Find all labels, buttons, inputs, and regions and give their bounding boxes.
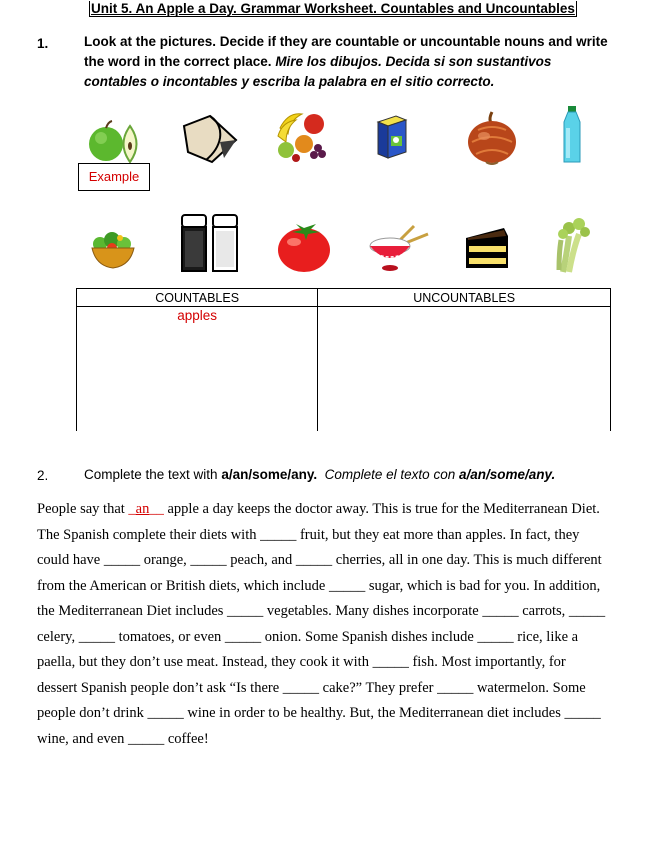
fill-in-paragraph (37, 497, 607, 752)
countables-header: COUNTABLES (77, 289, 318, 307)
exercise2-number: 2. (37, 468, 49, 483)
paragraph-start: People say that (37, 501, 129, 517)
page-title: Unit 5. An Apple a Day. Grammar Worksheet. Countables and Uncountables (91, 1, 575, 16)
salad-bowl-icon (90, 230, 136, 270)
onion-icon (464, 110, 520, 166)
celery-icon (555, 216, 595, 274)
tomato-icon (276, 220, 332, 274)
instr2-words: a/an/some/any. (221, 467, 318, 482)
example-blank-an[interactable]: _an__ (128, 501, 164, 517)
milk-carton-icon (374, 112, 408, 160)
countables-cell[interactable] (77, 307, 318, 432)
example-answer-apples: apples (177, 308, 218, 323)
instr2-pre: Complete the text with (84, 467, 222, 482)
example-label: Example (78, 163, 150, 191)
exercise1-number: 1. (37, 36, 49, 51)
paragraph-rest: apple a day keeps the doctor away. This is true for the Mediterranean Diet. The Spanish complete their diets with _____ fruit, but they eat more than apples. In fact, they could have _____ orange, _____ peach, and _____ cherries, all in one day. This is much different from the American or British diets, which include _____ sugar, which is bad for you. In addition, the Mediterranean Diet includes _____ vegetables. Many dishes incorporate _____ carrots, _____ celery, _____ tomatoes, or even _____ onion. Some Spanish dishes include _____ rice, like a paella, but they don’t use meat. Instead, they cook it with _____ fish. Most importantly, for dessert Spanish people don’t ask “Is there _____ cake?” They prefer _____ watermelon. Some people don’t drink _____ wine in order to be healthy. But, the Mediterranean diet includes _____ wine, and even _____ coffee! (37, 501, 606, 747)
water-bottle-icon (560, 106, 584, 166)
fruit-icon (274, 108, 330, 164)
instruction-spanish: Mire los dibujos. Decida si son sustantivos contables o incontables y escriba la palabra en el sitio correcto. (84, 54, 552, 89)
uncountables-cell[interactable] (318, 307, 611, 432)
apple-icon (86, 120, 146, 164)
instr2-es-pre: Complete el texto con (324, 467, 459, 482)
countables-table (76, 288, 611, 431)
exercise2-instructions (84, 467, 555, 482)
cake-icon (464, 226, 510, 270)
exercise1-instructions (84, 32, 614, 92)
salt-pepper-icon (180, 213, 240, 273)
rice-bowl-icon (368, 224, 430, 272)
uncountables-header: UNCOUNTABLES (318, 289, 611, 307)
instr2-es-words: a/an/some/any. (458, 467, 556, 482)
bread-icon (180, 112, 240, 166)
example-blank-answer: an (135, 501, 150, 517)
instruction-english: Look at the pictures. Decide if they are countable or uncountable nouns and write the word in the correct place. (84, 34, 608, 69)
